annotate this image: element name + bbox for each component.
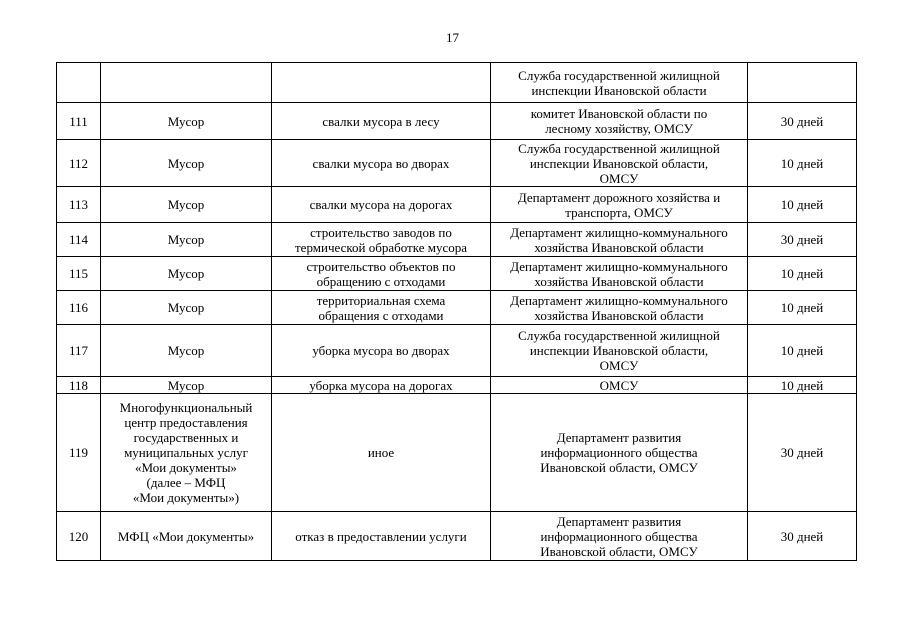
subject-cell: свалки мусора в лесу [272, 103, 491, 140]
term-cell: 10 дней [748, 187, 857, 223]
authority-cell: Департамент жилищно-коммунального хозяйства Ивановской области [491, 291, 748, 325]
subject-cell: строительство заводов по термической обработке мусора [272, 223, 491, 257]
authority-cell: ОМСУ [491, 377, 748, 394]
subject-cell [272, 63, 491, 103]
authority-cell: Департамент жилищно-коммунального хозяйства Ивановской области [491, 257, 748, 291]
row-number-cell: 112 [57, 140, 101, 187]
row-number-cell: 114 [57, 223, 101, 257]
subject-cell: свалки мусора во дворах [272, 140, 491, 187]
table-row [57, 223, 857, 257]
row-number-cell: 115 [57, 257, 101, 291]
term-cell: 10 дней [748, 140, 857, 187]
authority-cell: комитет Ивановской области по лесному хозяйству, ОМСУ [491, 103, 748, 140]
table-row [57, 291, 857, 325]
authority-cell: Служба государственной жилищной инспекции Ивановской области, ОМСУ [491, 325, 748, 377]
authority-cell: Департамент дорожного хозяйства и транспорта, ОМСУ [491, 187, 748, 223]
term-cell: 30 дней [748, 394, 857, 512]
category-cell: Мусор [101, 140, 272, 187]
category-cell: Мусор [101, 187, 272, 223]
page-number: 17 [446, 30, 459, 45]
table-row [57, 377, 857, 394]
row-number-cell: 119 [57, 394, 101, 512]
subject-cell: отказ в предоставлении услуги [272, 512, 491, 561]
table-row [57, 257, 857, 291]
category-cell: Мусор [101, 291, 272, 325]
category-cell [101, 63, 272, 103]
authority-cell: Служба государственной жилищной инспекции Ивановской области [491, 63, 748, 103]
row-number-cell: 117 [57, 325, 101, 377]
subject-cell: территориальная схема обращения с отходами [272, 291, 491, 325]
row-number-cell: 111 [57, 103, 101, 140]
row-number-cell: 113 [57, 187, 101, 223]
term-cell: 30 дней [748, 223, 857, 257]
subject-cell: свалки мусора на дорогах [272, 187, 491, 223]
table-row [57, 512, 857, 561]
category-cell: Мусор [101, 257, 272, 291]
authority-cell: Департамент развития информационного общества Ивановской области, ОМСУ [491, 394, 748, 512]
category-cell: Мусор [101, 325, 272, 377]
term-cell: 10 дней [748, 291, 857, 325]
table-row [57, 63, 857, 103]
term-cell [748, 63, 857, 103]
term-cell: 30 дней [748, 512, 857, 561]
category-cell: Мусор [101, 103, 272, 140]
term-cell: 10 дней [748, 377, 857, 394]
subject-cell: иное [272, 394, 491, 512]
category-cell: МФЦ «Мои документы» [101, 512, 272, 561]
authority-cell: Департамент развития информационного общества Ивановской области, ОМСУ [491, 512, 748, 561]
term-cell: 10 дней [748, 325, 857, 377]
table-row [57, 140, 857, 187]
category-cell: Мусор [101, 377, 272, 394]
row-number-cell: 116 [57, 291, 101, 325]
services-table [56, 62, 857, 561]
row-number-cell [57, 63, 101, 103]
category-cell: Мусор [101, 223, 272, 257]
table-row [57, 325, 857, 377]
row-number-cell: 118 [57, 377, 101, 394]
table-row [57, 103, 857, 140]
table-row [57, 187, 857, 223]
subject-cell: строительство объектов по обращению с отходами [272, 257, 491, 291]
term-cell: 30 дней [748, 103, 857, 140]
term-cell: 10 дней [748, 257, 857, 291]
authority-cell: Служба государственной жилищной инспекции Ивановской области, ОМСУ [491, 140, 748, 187]
table-row [57, 394, 857, 512]
subject-cell: уборка мусора на дорогах [272, 377, 491, 394]
row-number-cell: 120 [57, 512, 101, 561]
category-cell: Многофункциональный центр предоставления государственных и муниципальных услуг «Мои документы» (далее – МФЦ «Мои документы») [101, 394, 272, 512]
authority-cell: Департамент жилищно-коммунального хозяйства Ивановской области [491, 223, 748, 257]
subject-cell: уборка мусора во дворах [272, 325, 491, 377]
